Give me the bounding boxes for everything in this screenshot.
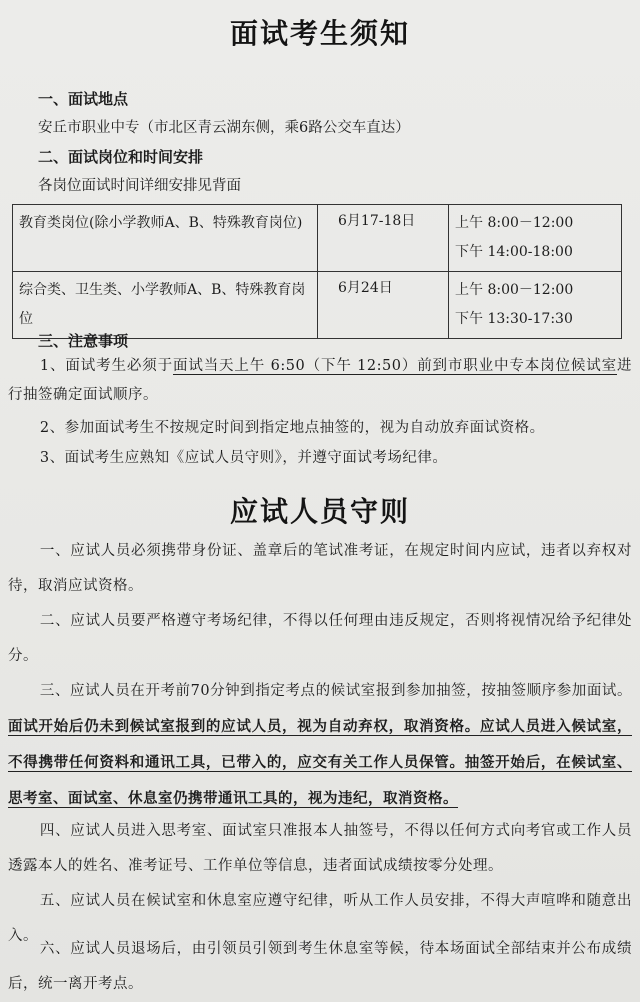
location-text: 安丘市职业中专（市北区青云湖东侧，乘6路公交车直达） xyxy=(38,120,410,136)
section-heading-location: 一、面试地点 xyxy=(38,90,129,108)
morning-time: 上午 8:00－12:00 xyxy=(455,282,574,298)
note-item-3: 3、面试考生应熟知《应试人员守则》，并遵守面试考场纪律。 xyxy=(39,450,448,466)
rule-6: 六、应试人员退场后，由引领员引领到考生休息室等候，待本场面试全部结束并公布成绩后，统一离开考点。 xyxy=(8,941,632,992)
rules-title: 应试人员守则 xyxy=(229,495,410,528)
note-item-1 xyxy=(8,352,632,410)
notice-title: 面试考生须知 xyxy=(229,17,410,50)
section-heading-notes: 三、注意事项 xyxy=(38,332,129,350)
note-item-1-emphasis: 面试当天上午 6:50（下午 12:50）前到市职业中专本岗位候试室 xyxy=(172,358,617,374)
date-cell: 6月24日 xyxy=(318,272,449,339)
afternoon-time: 下午 13:30-17:30 xyxy=(455,311,573,327)
rule-3-emphasis: 面试开始后仍未到候试室报到的应试人员，视为自动弃权，取消资格。应试人员进入候试室，不得携带任何资料和通讯工具，已带入的，应交有关工作人员保管。抽签开始后，在候试室、思考室、面试室、休息室仍携带通讯工具的，视为违纪，取消资格。 xyxy=(8,718,632,807)
note-item-1-lead: 1、面试考生必须于 xyxy=(39,358,173,374)
rule-2: 二、应试人员要严格遵守考场纪律，不得以任何理由违反规定，否则将视情况给予纪律处分。 xyxy=(8,613,632,664)
rule-1: 一、应试人员必须携带身份证、盖章后的笔试准考证，在规定时间内应试，违者以弃权对待，取消应试资格。 xyxy=(8,543,632,594)
schedule-table xyxy=(12,204,622,339)
morning-time: 上午 8:00－12:00 xyxy=(455,215,574,231)
time-cell xyxy=(449,272,622,339)
post-cell: 教育类岗位(除小学教师A、B、特殊教育岗位) xyxy=(13,205,318,272)
rule-4: 四、应试人员进入思考室、面试室只准报本人抽签号，不得以任何方式向考官或工作人员透露本人的姓名、准考证号、工作单位等信息，违者面试成绩按零分处理。 xyxy=(8,823,632,874)
section-heading-schedule: 二、面试岗位和时间安排 xyxy=(38,148,204,166)
post-cell: 综合类、卫生类、小学教师A、B、特殊教育岗位 xyxy=(13,272,318,339)
table-row xyxy=(13,205,622,272)
rule-3 xyxy=(8,674,632,817)
table-row xyxy=(13,272,622,339)
rule-3-lead: 三、应试人员在开考前70分钟到指定考点的候试室报到参加抽签，按抽签顺序参加面试。 xyxy=(39,683,632,699)
note-item-2: 2、参加面试考生不按规定时间到指定地点抽签的，视为自动放弃面试资格。 xyxy=(39,420,545,436)
note-item-1-tail: 进行抽签确定面试顺序。 xyxy=(8,358,632,403)
schedule-note: 各岗位面试时间详细安排见背面 xyxy=(38,178,241,194)
time-cell xyxy=(449,205,622,272)
afternoon-time: 下午 14:00-18:00 xyxy=(455,244,573,260)
rule-5: 五、应试人员在候试室和休息室应遵守纪律，听从工作人员安排，不得大声喧哗和随意出入。 xyxy=(8,893,632,944)
date-cell: 6月17-18日 xyxy=(318,205,449,272)
